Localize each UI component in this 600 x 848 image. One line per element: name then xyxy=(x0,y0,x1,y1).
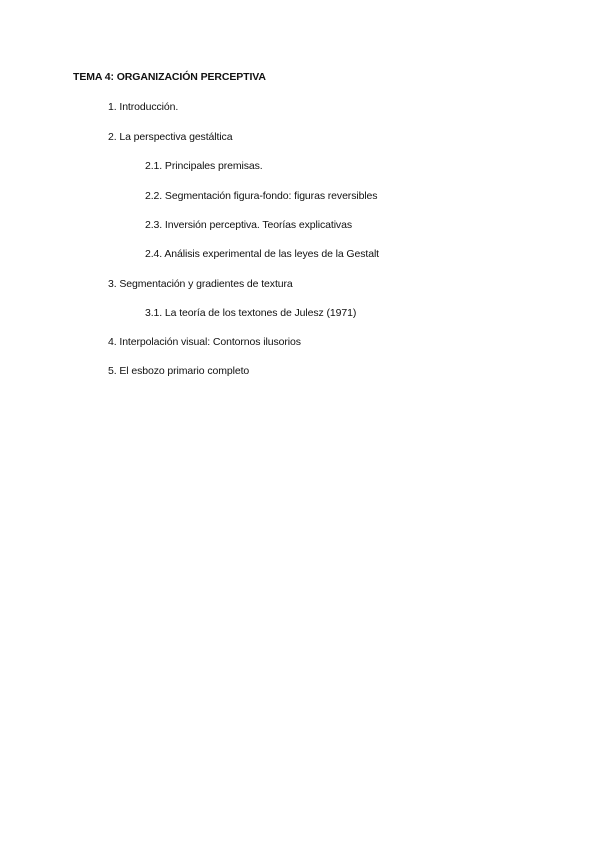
toc-item-perspectiva-gestaltica: 2. La perspectiva gestáltica xyxy=(108,131,233,143)
toc-item-segmentacion-texturas: 3. Segmentación y gradientes de textura xyxy=(108,278,293,290)
toc-item-interpolacion-visual: 4. Interpolación visual: Contornos ilusorios xyxy=(108,336,301,348)
toc-subitem-principales-premisas: 2.1. Principales premisas. xyxy=(145,160,263,172)
toc-item-esbozo-primario: 5. El esbozo primario completo xyxy=(108,365,250,377)
toc-subitem-analisis-experimental: 2.4. Análisis experimental de las leyes de la Gestalt xyxy=(145,248,379,260)
toc-item-introduccion: 1. Introducción. xyxy=(108,101,179,113)
toc-subitem-segmentacion-figura-fondo: 2.2. Segmentación figura-fondo: figuras reversibles xyxy=(145,190,378,202)
toc-subitem-teoria-textones: 3.1. La teoría de los textones de Julesz (1971) xyxy=(145,307,357,319)
toc-subitem-inversion-perceptiva: 2.3. Inversión perceptiva. Teorías explicativas xyxy=(145,219,352,231)
document-title: TEMA 4: ORGANIZACIÓN PERCEPTIVA xyxy=(73,71,266,83)
